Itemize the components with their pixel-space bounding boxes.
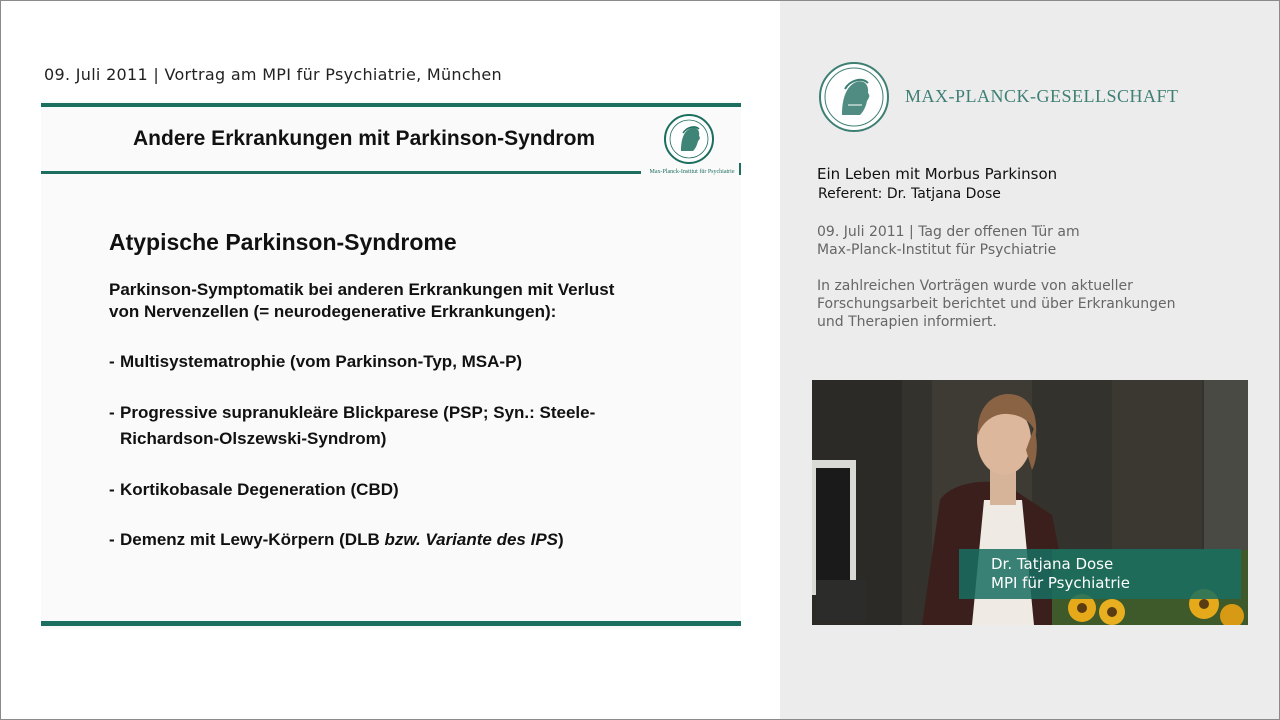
list-item xyxy=(109,477,729,503)
overlay-speaker-name: Dr. Tatjana Dose xyxy=(991,555,1114,573)
slide-title-rule xyxy=(41,171,641,174)
date-venue-caption: 09. Juli 2011 | Vortrag am MPI für Psychiatrie, München xyxy=(44,65,502,84)
list-item xyxy=(109,349,729,375)
slide-heading: Atypische Parkinson-Syndrome xyxy=(109,229,457,255)
slide-intro xyxy=(109,279,729,323)
bullet-text: Demenz mit Lewy-Körpern (DLB xyxy=(120,530,385,549)
bullet-dash: - xyxy=(109,480,115,499)
max-planck-logo-icon xyxy=(818,61,890,133)
minerva-logo-icon xyxy=(663,113,715,165)
event-info-line-2: Max-Planck-Institut für Psychiatrie xyxy=(817,242,1057,258)
info-sidebar xyxy=(780,1,1279,719)
slide-panel xyxy=(1,1,779,719)
slide-bottom-rule xyxy=(41,621,741,626)
bullet-italic-text: bzw. Variante des IPS xyxy=(384,530,559,549)
bullet-text: Multisystematrophie (vom Parkinson-Typ, MSA-P) xyxy=(120,352,523,371)
slide-logo-caption: Max-Planck-Institut für Psychiatrie xyxy=(649,169,735,175)
slide-intro-line-1: Parkinson-Symptomatik bei anderen Erkrankungen mit Verlust xyxy=(109,280,615,299)
slide-intro-line-2: von Nervenzellen (= neurodegenerative Erkrankungen): xyxy=(109,302,557,321)
bullet-text: Kortikobasale Degeneration (CBD) xyxy=(120,480,399,499)
event-description-line-1: In zahlreichen Vorträgen wurde von aktueller xyxy=(817,278,1133,294)
slide-top-rule xyxy=(41,103,741,107)
event-description-line-3: und Therapien informiert. xyxy=(817,314,997,330)
event-description-line-2: Forschungsarbeit berichtet und über Erkrankungen xyxy=(817,296,1176,312)
event-info-line-1: 09. Juli 2011 | Tag der offenen Tür am xyxy=(817,224,1080,240)
list-item xyxy=(109,527,729,553)
speaker-line: Referent: Dr. Tatjana Dose xyxy=(818,186,1001,202)
event-info xyxy=(817,223,1080,259)
presentation-slide xyxy=(41,101,741,629)
bullet-continuation: Richardson-Olszewski-Syndrom) xyxy=(120,429,387,448)
bullet-dash: - xyxy=(109,530,115,549)
speaker-name-overlay xyxy=(959,549,1241,599)
organization-name: MAX-PLANCK-GESELLSCHAFT xyxy=(905,86,1179,106)
bullet-dash: - xyxy=(109,352,115,371)
speaker-video[interactable] xyxy=(812,380,1248,625)
talk-title: Ein Leben mit Morbus Parkinson xyxy=(817,165,1058,183)
list-item xyxy=(109,400,729,452)
slide-logo-bar xyxy=(739,163,741,175)
bullet-text: Progressive supranukleäre Blickparese (PSP; Syn.: Steele- xyxy=(120,403,596,422)
event-description xyxy=(817,277,1237,331)
bullet-dash: - xyxy=(109,403,115,422)
bullet-tail: ) xyxy=(558,530,564,549)
overlay-affiliation: MPI für Psychiatrie xyxy=(991,574,1130,592)
slide-title: Andere Erkrankungen mit Parkinson-Syndrom xyxy=(133,127,596,150)
